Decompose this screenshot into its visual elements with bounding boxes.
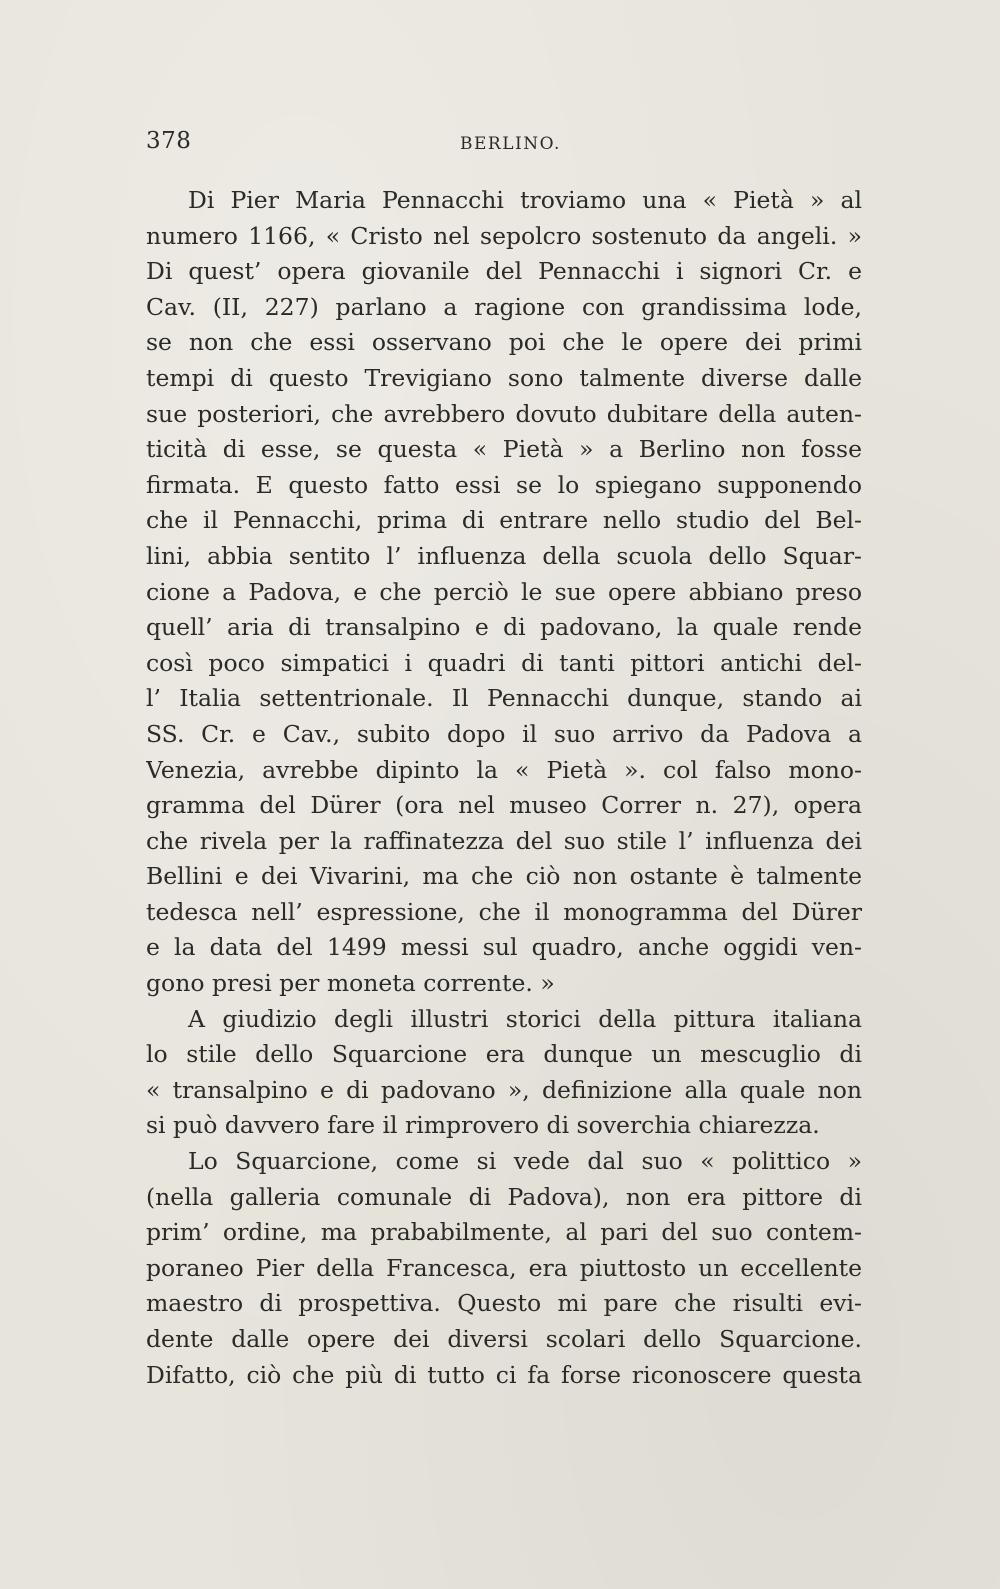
text-line: se non che essi osservano poi che le opere dei primi [146,328,862,357]
text-line: Di quest’ opera giovanile del Pennacchi i signori Cr. e [146,257,862,286]
text-line: Lo Squarcione, come si vede dal suo « polittico » [188,1147,862,1176]
text-line: SS. Cr. e Cav., subito dopo il suo arrivo da Padova a [146,719,862,748]
running-head [146,128,862,162]
text-line: cione a Padova, e che perciò le sue opere abbiano preso [146,577,862,606]
text-line: Cav. (II, 227) parlano a ragione con grandissima lode, [146,292,862,321]
text-line: gono presi per moneta corrente. » [146,969,555,998]
text-line: si può davvero fare il rimprovero di soverchia chiarezza. [146,1111,820,1140]
text-line: (nella galleria comunale di Padova), non era pittore di [146,1182,862,1211]
text-line: tedesca nell’ espressione, che il monogramma del Dürer [146,897,862,926]
text-line: Difatto, ciò che più di tutto ci fa forse riconoscere questa [146,1360,862,1389]
text-line: poraneo Pier della Francesca, era piuttosto un eccellente [146,1253,862,1282]
text-line: così poco simpatici i quadri di tanti pittori antichi del- [146,648,862,677]
body-text [146,183,862,1393]
text-line: tempi di questo Trevigiano sono talmente diverse dalle [146,363,862,392]
text-line: Venezia, avrebbe dipinto la « Pietà ». col falso mono- [146,755,862,784]
text-line: l’ Italia settentrionale. Il Pennacchi dunque, stando ai [146,684,862,713]
text-line: lini, abbia sentito l’ influenza della scuola dello Squar- [146,541,862,570]
text-line: sue posteriori, che avrebbero dovuto dubitare della auten- [146,399,862,428]
text-line: Di Pier Maria Pennacchi troviamo una « Pietà » al [188,186,862,214]
text-line: dente dalle opere dei diversi scolari dello Squarcione. [146,1325,862,1353]
text-line: firmata. E questo fatto essi se lo spiegano supponendo [146,470,862,499]
running-title: BERLINO. [460,134,561,154]
text-line: A giudizio degli illustri storici della pittura italiana [188,1004,862,1033]
text-line: ticità di esse, se questa « Pietà » a Berlino non fosse [146,435,862,464]
text-line: prim’ ordine, ma prababilmente, al pari del suo contem- [146,1218,862,1247]
text-line: maestro di prospettiva. Questo mi pare che risulti evi- [146,1289,862,1318]
text-line: gramma del Dürer (ora nel museo Correr n. 27), opera [146,791,862,820]
text-line: lo stile dello Squarcione era dunque un mescuglio di [146,1040,862,1069]
text-line: « transalpino e di padovano », definizione alla quale non [146,1075,862,1104]
text-line: che rivela per la raffinatezza del suo stile l’ influenza dei [146,826,862,855]
text-line: numero 1166, « Cristo nel sepolcro sostenuto da angeli. » [146,221,862,250]
text-line: e la data del 1499 messi sul quadro, anche oggidi ven- [146,933,862,962]
text-line: Bellini e dei Vivarini, ma che ciò non ostante è talmente [146,862,862,891]
text-line: quell’ aria di transalpino e di padovano, la quale rende [146,613,862,642]
page-number: 378 [146,128,192,154]
text-line: che il Pennacchi, prima di entrare nello studio del Bel- [146,506,862,535]
